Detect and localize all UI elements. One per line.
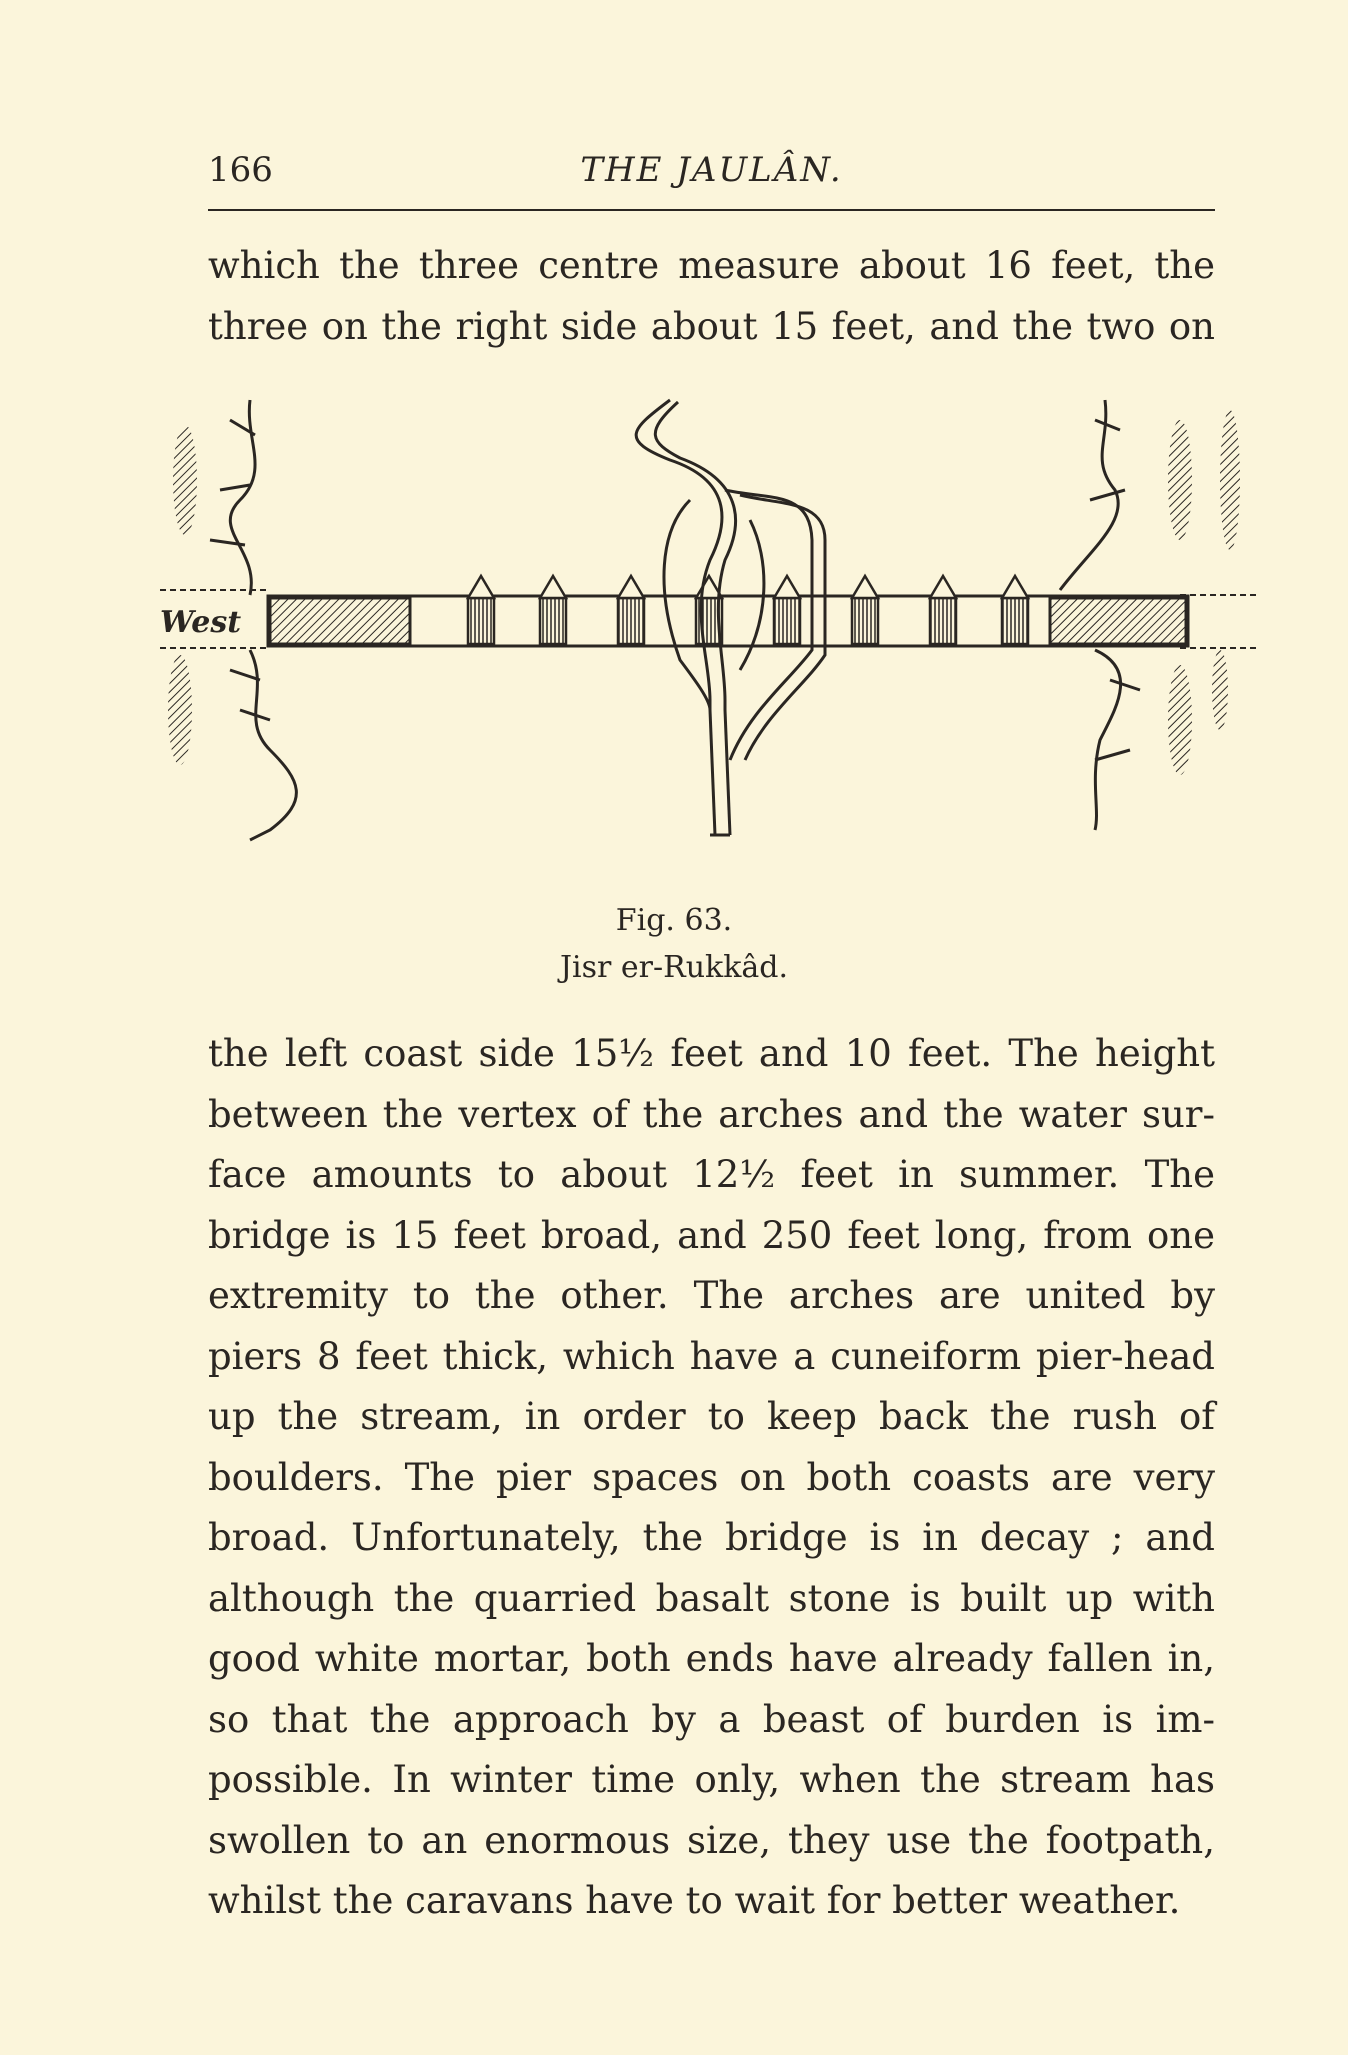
text-line: good white mortar, both ends have already fallen in, bbox=[208, 1637, 1215, 1680]
west-label: West bbox=[160, 605, 242, 640]
text-line: so that the approach by a beast of burden is im- bbox=[208, 1697, 1215, 1741]
text-line: boulders. The pier spaces on both coasts are very bbox=[208, 1455, 1215, 1499]
running-title: THE JAULÂN. bbox=[580, 150, 843, 190]
text-line: the left coast side 15½ feet and 10 feet. The height bbox=[208, 1032, 1215, 1075]
page-number: 166 bbox=[208, 150, 273, 190]
text-line: between the vertex of the arches and the water sur- bbox=[208, 1092, 1215, 1136]
text-line: face amounts to about 12½ feet in summer. The bbox=[208, 1153, 1215, 1196]
text-line: broad. Unfortunately, the bridge is in decay ; and bbox=[208, 1516, 1215, 1559]
text-line: possible. In winter time only, when the stream has bbox=[208, 1758, 1215, 1801]
left-bank-hatching bbox=[168, 425, 197, 765]
text-line: up the stream, in order to keep back the rush of bbox=[208, 1395, 1215, 1438]
figure-number: Fig. 63. bbox=[615, 903, 733, 938]
running-header bbox=[208, 150, 1215, 200]
header-rule bbox=[208, 209, 1215, 211]
text-line: swollen to an enormous size, they use the footpath, bbox=[208, 1818, 1215, 1862]
bridge-deck bbox=[268, 596, 1188, 646]
text-line: although the quarried basalt stone is built up with bbox=[208, 1576, 1215, 1620]
text-line: three on the right side about 15 feet, and the two on bbox=[208, 304, 1215, 348]
figure-title: Jisr er-Rukkâd. bbox=[559, 950, 789, 985]
text-line: extremity to the other. The arches are united by bbox=[208, 1274, 1215, 1317]
right-bank-hatching bbox=[1168, 410, 1240, 775]
paragraph-bottom bbox=[208, 1024, 1215, 1932]
text-line: whilst the caravans have to wait for better weather. bbox=[208, 1879, 1181, 1922]
text-line: piers 8 feet thick, which have a cuneiform pier-head bbox=[208, 1334, 1215, 1378]
text-line: bridge is 15 feet broad, and 250 feet long, from one bbox=[208, 1213, 1215, 1257]
text-line: which the three centre measure about 16 feet, the bbox=[208, 244, 1215, 287]
paragraph-top bbox=[208, 236, 1215, 357]
bridge-plan-figure bbox=[150, 380, 1270, 900]
